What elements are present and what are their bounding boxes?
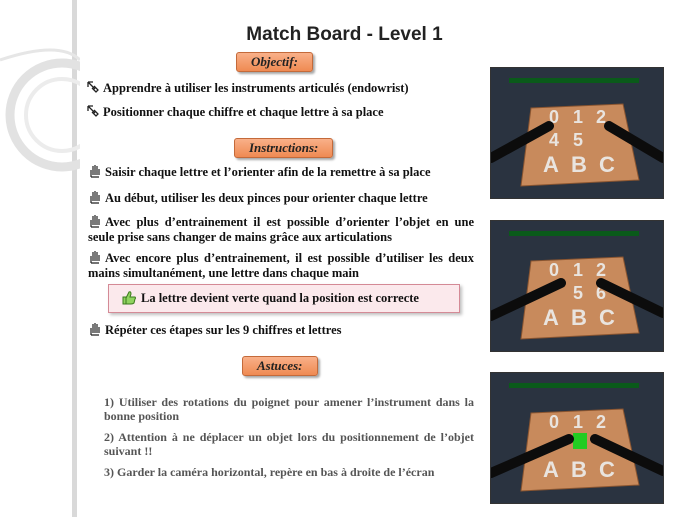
board-letter: A <box>543 152 559 177</box>
board-digit: 2 <box>596 107 607 127</box>
list-item: Au début, utiliser les deux pinces pour orienter chaque lettre <box>88 190 428 206</box>
board-letter: C <box>599 152 615 177</box>
tip-item: 3) Garder la caméra horizontal, repère en bas à droite de l’écran <box>104 465 435 479</box>
hand-icon <box>88 214 102 228</box>
simulator-screenshot-2 <box>490 220 664 352</box>
board-letter: B <box>571 305 587 330</box>
list-item: Avec encore plus d’entrainement, il est possible d’utiliser les deux mains simultanément, une lettre dans chaque main <box>88 251 474 280</box>
board-digit: 6 <box>596 283 607 303</box>
list-item: Positionner chaque chiffre et chaque lettre à sa place <box>86 104 384 120</box>
board-digit: 4 <box>549 130 560 150</box>
section-badge-objectif: Objectif: <box>236 52 313 72</box>
board-digit: 0 <box>549 412 560 432</box>
board-letter: C <box>599 457 615 482</box>
section-badge-instructions: Instructions: <box>234 138 333 158</box>
board-digit: 5 <box>573 130 584 150</box>
green-correct-piece <box>573 433 587 449</box>
board-digit: 1 <box>573 412 584 432</box>
section-badge-astuces: Astuces: <box>242 356 318 376</box>
hand-icon <box>88 322 102 336</box>
board-digit: 1 <box>573 107 584 127</box>
board-letter: C <box>599 305 615 330</box>
hand-icon <box>88 250 102 264</box>
board-digit: 1 <box>573 260 584 280</box>
pointer-hand-icon <box>86 104 100 118</box>
pointer-hand-icon <box>86 80 100 94</box>
board-letter: A <box>543 457 559 482</box>
simulator-screenshot-1 <box>490 67 664 199</box>
board-letter: B <box>571 152 587 177</box>
green-letter-note <box>108 284 460 313</box>
board-digit: 0 <box>549 107 560 127</box>
tip-item: 1) Utiliser des rotations du poignet pour amener l’instrument dans la bonne position <box>104 395 474 423</box>
page-title: Match Board - Level 1 <box>246 24 443 45</box>
thumbs-up-icon <box>121 289 137 305</box>
hand-icon <box>88 164 102 178</box>
note-text: La lettre devient verte quand la position est correcte <box>141 291 419 305</box>
board-letter: B <box>571 457 587 482</box>
list-item: Saisir chaque lettre et l’orienter afin de la remettre à sa place <box>88 164 431 180</box>
board-digit: 2 <box>596 412 607 432</box>
tip-item: 2) Attention à ne déplacer un objet lors du positionnement de l’objet suivant !! <box>104 430 474 458</box>
board-digit: 0 <box>549 260 560 280</box>
board-letter: A <box>543 305 559 330</box>
list-item: Avec plus d’entrainement il est possible d’orienter l’objet en une seule prise sans changer de mains grâce aux articulations <box>88 215 474 244</box>
simulator-screenshot-3 <box>490 372 664 504</box>
list-item: Répéter ces étapes sur les 9 chiffres et lettres <box>88 322 342 338</box>
board-digit: 2 <box>596 260 607 280</box>
list-item: Apprendre à utiliser les instruments articulés (endowrist) <box>86 80 409 96</box>
decorative-swirl <box>0 0 80 517</box>
board-digit: 5 <box>573 283 584 303</box>
hand-icon <box>88 190 102 204</box>
